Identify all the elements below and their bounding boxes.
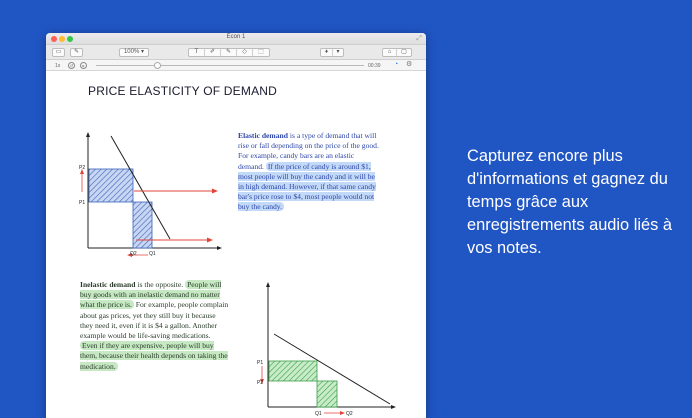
- settings-icon[interactable]: ⚙: [406, 61, 413, 68]
- title-bar: [46, 33, 426, 45]
- eraser-icon[interactable]: ◇: [237, 49, 253, 56]
- record-icon[interactable]: ◔: [394, 61, 399, 68]
- edit-group: [70, 48, 83, 57]
- promo-caption: Capturez encore plus d'informations et gagnez du temps grâce aux enregistrements audio liés à vos notes.: [467, 147, 672, 257]
- zoom-value: 100%: [123, 49, 140, 55]
- text-tool-button[interactable]: T: [189, 49, 205, 56]
- page-title: PRICE ELASTICITY OF DEMAND: [88, 84, 278, 98]
- bookmark-icon[interactable]: ⌂: [383, 49, 397, 56]
- label-q2: Q2: [346, 411, 353, 417]
- label-p1: P1: [257, 360, 264, 366]
- label-p1: P1: [79, 200, 86, 206]
- highlighter-icon[interactable]: ✎: [221, 49, 237, 56]
- elastic-term: Elastic demand: [238, 131, 288, 140]
- inelastic-term: Inelastic demand: [80, 280, 136, 289]
- playback-time: 00:39: [368, 63, 381, 69]
- playback-speed[interactable]: 1x: [55, 63, 61, 69]
- inelastic-intro: is the opposite.: [135, 280, 186, 289]
- fullscreen-icon[interactable]: ⤢: [416, 35, 422, 42]
- inelastic-highlight-1[interactable]: People will buy goods with an inelastic demand no matter what the price is.: [80, 280, 222, 310]
- inelastic-mid: For example, people complain about gas prices, yet they still buy it because they need it, even if it is $4 a gallon. Another example would be life-saving medications.: [80, 300, 229, 341]
- audio-group: [320, 48, 344, 57]
- selection-icon[interactable]: ⬚: [258, 49, 264, 55]
- share-icon[interactable]: ▢: [401, 49, 407, 55]
- revenue-area-2: [317, 381, 337, 407]
- playback-scrubber[interactable]: [154, 62, 161, 69]
- elastic-highlight[interactable]: If the price of candy is around $1, most people will buy the candy and it will be in high demand. However, if that same candy bar's price rose to $4, most people would not buy the candy.: [238, 161, 376, 212]
- playback-track[interactable]: [96, 65, 364, 66]
- inelastic-highlight-2[interactable]: Even if they are expensive, people will buy them, because their health depends on taking the medication.: [80, 341, 228, 371]
- inelastic-paragraph: [80, 280, 230, 372]
- rewind-icon[interactable]: ↺: [69, 63, 74, 68]
- play-icon[interactable]: ▸: [80, 62, 87, 69]
- dropdown-icon[interactable]: ▾: [336, 49, 340, 55]
- pen-icon[interactable]: ✐: [205, 49, 221, 56]
- label-q2: Q2: [130, 251, 137, 257]
- revenue-area-2: [133, 202, 152, 248]
- revenue-area-1: [89, 169, 133, 202]
- elastic-paragraph: [238, 131, 380, 213]
- note-window: [46, 33, 426, 418]
- view-group: [52, 48, 65, 57]
- elastic-demand-graph: [78, 124, 238, 259]
- share-group: [382, 48, 412, 57]
- sidebar-icon[interactable]: ▭: [55, 49, 62, 55]
- microphone-icon[interactable]: ♦: [321, 49, 333, 56]
- inelastic-demand-graph: [252, 276, 412, 418]
- document-page: [46, 71, 426, 418]
- revenue-area-1: [269, 361, 317, 381]
- audio-player: [46, 60, 426, 71]
- zoom-select[interactable]: 100% ▾: [119, 48, 149, 57]
- edit-icon[interactable]: ✎: [73, 49, 80, 55]
- label-p2: P2: [79, 165, 86, 171]
- window-title: Econ 1: [226, 34, 246, 40]
- label-q1: Q1: [149, 251, 156, 257]
- label-q1: Q1: [315, 411, 322, 417]
- annotation-tools: [188, 48, 270, 57]
- elastic-intro: is a type of demand that will rise or fall depending on the price of the good. For example, candy bars are an elastic demand.: [238, 131, 379, 171]
- label-p2: P2: [257, 380, 264, 386]
- toolbar: [46, 45, 426, 60]
